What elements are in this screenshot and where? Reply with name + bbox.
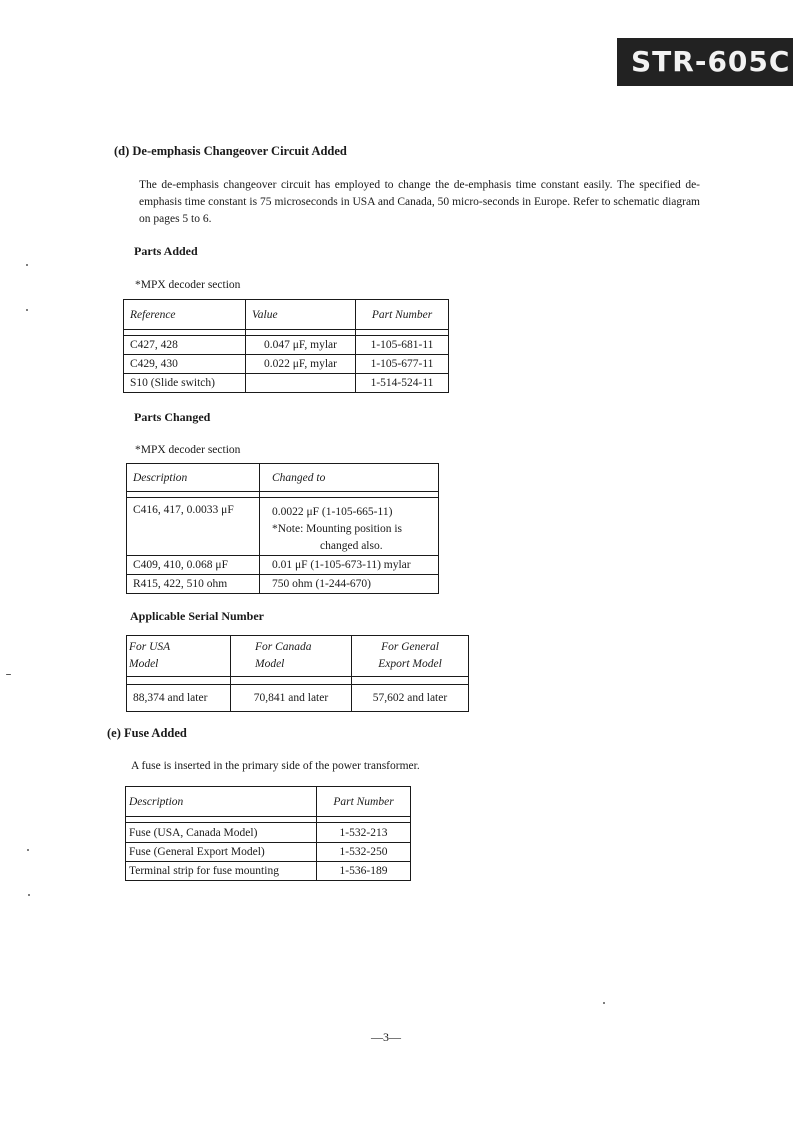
header-description: Description xyxy=(126,787,317,817)
table-row xyxy=(124,374,449,393)
section-e-title: (e) Fuse Added xyxy=(107,726,187,740)
header-description: Description xyxy=(127,464,260,492)
cell-description: R415, 422, 510 ohm xyxy=(127,575,260,594)
table-header-row xyxy=(124,300,449,330)
cell-description: Fuse (USA, Canada Model) xyxy=(126,823,317,843)
header-value: Value xyxy=(246,300,356,330)
table-row xyxy=(127,685,469,712)
table-header-row xyxy=(127,636,469,677)
cell-changed-to xyxy=(260,498,439,556)
cell-value xyxy=(246,374,356,393)
cell-value: 0.022 μF, mylar xyxy=(246,355,356,374)
table-row xyxy=(126,823,411,843)
table-row xyxy=(126,862,411,881)
header-general-line1: For General xyxy=(381,641,439,653)
scan-speck xyxy=(603,1002,605,1004)
header-general-line2: Export Model xyxy=(378,658,442,670)
parts-added-section-label: *MPX decoder section xyxy=(135,279,241,291)
table-row xyxy=(124,336,449,355)
section-d-paragraph: The de-emphasis changeover circuit has employed to change the de-emphasis time constant easily. The specified de-emphasis time constant is 75 microseconds in USA and Canada, 50 micro-seconds in Europe. Refer to schematic diagram on pages 5 to 6. xyxy=(139,179,700,225)
parts-added-title: Parts Added xyxy=(134,244,198,258)
model-badge: STR-605C xyxy=(617,38,793,86)
table-row xyxy=(127,556,439,575)
cell-part-number: 1-514-524-11 xyxy=(356,374,449,393)
note-line-2: changed also. xyxy=(320,540,383,552)
header-canada xyxy=(231,636,352,677)
scan-speck xyxy=(28,894,30,896)
cell-changed-to: 750 ohm (1-244-670) xyxy=(260,575,439,594)
cell-description: Terminal strip for fuse mounting xyxy=(126,862,317,881)
cell-reference: S10 (Slide switch) xyxy=(124,374,246,393)
header-usa-line1: For USA xyxy=(129,641,171,653)
scan-speck xyxy=(26,264,28,266)
parts-changed-section-label: *MPX decoder section xyxy=(135,444,241,456)
scan-speck xyxy=(6,674,11,675)
cell-description: C416, 417, 0.0033 μF xyxy=(127,498,260,556)
table-row xyxy=(124,355,449,374)
cell-part-number: 1-532-250 xyxy=(317,843,411,862)
header-part-number: Part Number xyxy=(317,787,411,817)
cell-general-serial: 57,602 and later xyxy=(352,685,469,712)
header-canada-line1: For Canada xyxy=(255,641,312,653)
header-general-export xyxy=(352,636,469,677)
cell-reference: C429, 430 xyxy=(124,355,246,374)
header-reference: Reference xyxy=(124,300,246,330)
changed-to-value: 0.0022 μF (1-105-665-11) xyxy=(272,506,393,518)
cell-part-number: 1-536-189 xyxy=(317,862,411,881)
parts-added-table xyxy=(123,299,449,393)
page-number: —3— xyxy=(371,1030,401,1044)
scan-speck xyxy=(26,309,28,311)
section-e-paragraph: A fuse is inserted in the primary side of the power transformer. xyxy=(131,760,420,772)
serial-title: Applicable Serial Number xyxy=(130,609,264,623)
parts-changed-table xyxy=(126,463,439,594)
table-row xyxy=(126,843,411,862)
cell-description: C409, 410, 0.068 μF xyxy=(127,556,260,575)
table-row xyxy=(127,498,439,556)
table-header-row xyxy=(126,787,411,817)
cell-part-number: 1-532-213 xyxy=(317,823,411,843)
header-canada-line2: Model xyxy=(255,658,285,670)
header-usa-line2: Model xyxy=(129,658,159,670)
fuse-table xyxy=(125,786,411,881)
cell-part-number: 1-105-681-11 xyxy=(356,336,449,355)
note-line-1: *Note: Mounting position is xyxy=(272,523,403,535)
parts-changed-title: Parts Changed xyxy=(134,410,211,424)
cell-description: Fuse (General Export Model) xyxy=(126,843,317,862)
header-changed-to: Changed to xyxy=(260,464,439,492)
cell-changed-to: 0.01 μF (1-105-673-11) mylar xyxy=(260,556,439,575)
cell-value: 0.047 μF, mylar xyxy=(246,336,356,355)
scan-speck xyxy=(27,849,29,851)
header-usa xyxy=(127,636,231,677)
header-part-number: Part Number xyxy=(356,300,449,330)
cell-canada-serial: 70,841 and later xyxy=(231,685,352,712)
table-header-row xyxy=(127,464,439,492)
cell-usa-serial: 88,374 and later xyxy=(127,685,231,712)
cell-part-number: 1-105-677-11 xyxy=(356,355,449,374)
serial-table xyxy=(126,635,469,712)
section-d-title: (d) De-emphasis Changeover Circuit Added xyxy=(114,144,347,158)
cell-reference: C427, 428 xyxy=(124,336,246,355)
table-row xyxy=(127,575,439,594)
